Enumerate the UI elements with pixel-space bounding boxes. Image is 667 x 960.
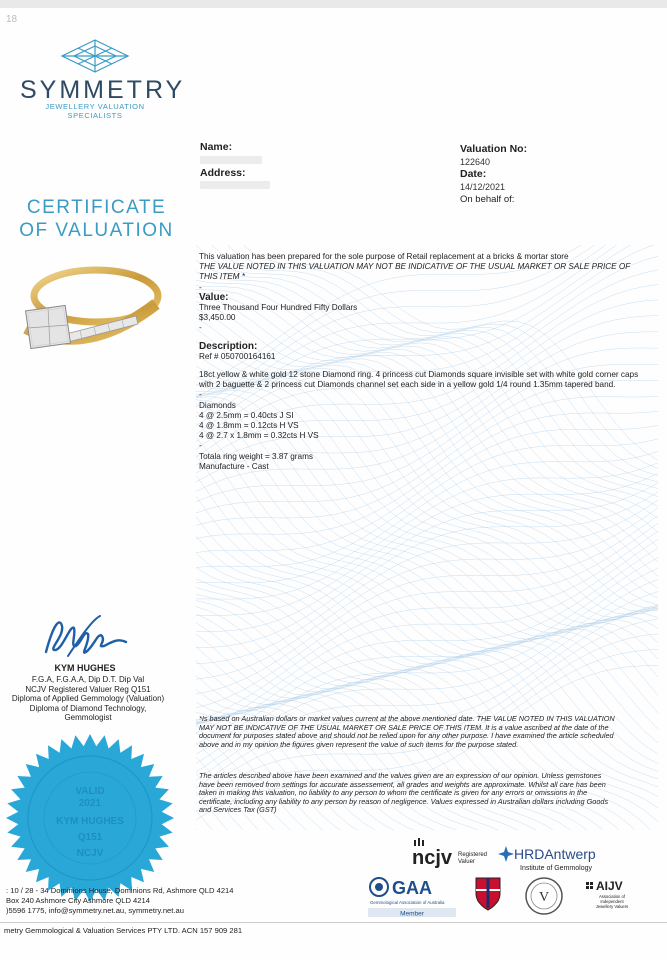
certificate-title-line2: OF VALUATION — [19, 220, 174, 241]
brand-tagline: JEWELLERY VALUATION SPECIALISTS — [45, 102, 145, 120]
credential-line: Diploma of Diamond Technology, — [29, 703, 147, 713]
brand-name: SYMMETRY — [20, 76, 186, 104]
separator-dash: - — [199, 282, 202, 292]
valuation-no: 122640 — [460, 157, 491, 167]
description-title: Description: — [199, 340, 258, 352]
company-footer: metry Gemmological & Valuation Services PTY LTD. ACN 157 909 281 — [4, 926, 243, 935]
separator-dash: - — [199, 323, 202, 333]
seal-line4: Q151 — [77, 832, 103, 843]
guilloche-line — [196, 592, 658, 781]
ncjv-sub1: Registered — [458, 852, 488, 858]
ncjv-sub2: Valuer — [458, 859, 475, 865]
guilloche-line — [196, 829, 658, 830]
gaa-sub: Gemmological Association of Australia — [370, 900, 445, 905]
date-value: 14/12/2021 — [460, 182, 506, 192]
guilloche-line — [196, 539, 658, 733]
seal-line2: 2021 — [78, 798, 102, 809]
valuer-name: KYM HUGHES — [54, 663, 116, 673]
valuation-content — [199, 252, 639, 472]
diamond-line: 4 @ 2.7 x 1.8mm = 0.32cts H VS — [199, 431, 319, 441]
separator-dash: - — [199, 390, 202, 400]
aijv-sub3: Jewellery Valuers — [595, 904, 629, 909]
guilloche-line — [196, 475, 658, 754]
credential-line: NCJV Registered Valuer Reg Q151 — [25, 684, 151, 694]
hrd-text: HRDAntwerp — [514, 846, 596, 862]
gaa-logo-icon — [368, 874, 458, 920]
address-label: Address: — [200, 167, 246, 179]
diamond-line: 4 @ 2.5mm = 0.40cts J SI — [199, 410, 294, 420]
guilloche-line — [196, 523, 658, 708]
ncjv-logo-icon — [412, 836, 502, 870]
reference-number: Ref # 050700164161 — [199, 351, 276, 361]
seal-line5: NCJV — [76, 848, 104, 859]
contact-details: )5596 1775, info@symmetry.net.au, symmetry.net.au — [6, 906, 184, 915]
corner-mark: 18 — [6, 14, 18, 25]
gaa-member: Member — [400, 910, 424, 918]
address-redacted — [200, 181, 270, 189]
credential-line: F.G.A, F.G.A.A, Dip D.T. Dip Val — [31, 675, 145, 684]
valuer-badge-icon — [524, 876, 564, 916]
footer-divider — [0, 922, 667, 923]
seal-line3: KYM HUGHES — [56, 816, 124, 827]
basis-fine-print: *Is based on Australian dollars or market values current at the above mentioned date. THE VALUE NOTED IN THIS VALUATION MAY NOT BE INDICATIVE OF THE USUAL MARKET OR SALE PRICE OF THIS ITEM. It is a value ascribed at the date of the document for purposes stated above and should not be relied upon for any other purpose. I have examined the article scheduled above and in my opinion the figures given represent the value of such items for the purpose stated. — [199, 714, 615, 749]
scan-edge — [0, 0, 667, 8]
examination-fine-print: The articles described above have been examined and the values given are an expression of our opinion. Unless gemstones have been removed from settings for accurate assessement, all grades and weights are approximate. Whilst all care has been taken in making this valuation, no liability to any person to whom the certificate is given for any errors or omissions in the certificate, including any liability to any person by reason of negligence. Values expressed in Australian dollars including Goods and Services Tax (GST) — [199, 771, 609, 815]
gaa-text: GAA — [392, 878, 432, 898]
guilloche-line — [196, 605, 658, 788]
diamonds-title: Diamonds — [199, 400, 236, 410]
symmetry-logo-icon — [60, 38, 130, 74]
value-words: Three Thousand Four Hundred Fifty Dollars — [199, 303, 358, 313]
company-addresses — [6, 886, 234, 916]
purpose-disclaimer: THE VALUE NOTED IN THIS VALUATION MAY NOT BE INDICATIVE OF THE USUAL MARKET OR SALE PRICE OF THIS ITEM * — [199, 262, 631, 282]
street-address: : 10 / 28 - 34 Dominions House, Dominions Rd, Ashmore QLD 4214 — [6, 886, 234, 895]
hrd-sub: Institute of Gemmology — [520, 865, 592, 872]
institute-crest-icon — [468, 874, 508, 914]
hrd-antwerp-logo-icon — [498, 840, 616, 874]
signature-icon — [40, 612, 130, 660]
value-amount: $3,450.00 — [199, 313, 236, 323]
guilloche-line — [196, 553, 658, 787]
aijv-text: AIJV — [596, 879, 623, 893]
credential-line: Gemmologist — [64, 713, 112, 723]
value-title: Value: — [199, 291, 229, 303]
name-redacted — [200, 156, 262, 164]
date-label: Date: — [460, 168, 487, 180]
aijv-logo-icon — [582, 876, 642, 916]
ncjv-seal-icon — [4, 732, 176, 904]
valuer-credentials — [4, 675, 172, 723]
ncjv-text: ncjv — [412, 847, 453, 869]
certificate-title-line1: CERTIFICATE — [26, 197, 167, 218]
manufacture: Manufacture - Cast — [199, 461, 269, 471]
diamond-line: 4 @ 1.8mm = 0.12cts H VS — [199, 421, 299, 431]
seal-line1: VALID — [75, 786, 105, 797]
separator-dash: - — [199, 441, 202, 451]
certificate-title — [14, 196, 179, 242]
ring-weight: Totala ring weight = 3.87 grams — [199, 451, 314, 461]
item-description: 18ct yellow & white gold 12 stone Diamond ring. 4 princess cut Diamonds square invisible set with white gold corner caps with 2 baguette & 2 princess cut Diamonds channel set each side in a yellow gold 1/4 round 1.35mm tapered band. — [199, 370, 639, 390]
ring-photo — [6, 258, 166, 368]
guilloche-line — [196, 483, 658, 632]
purpose-statement: This valuation has been prepared for the sole purpose of Retail replacement at a bricks & mortar store — [199, 252, 569, 261]
name-label: Name: — [200, 141, 233, 153]
aijv-sub2: Independent — [600, 899, 624, 904]
credential-line: Diploma of Applied Gemmology (Valuation) — [11, 694, 165, 704]
on-behalf-label: On behalf of: — [460, 194, 515, 205]
aijv-sub1: Association of — [598, 894, 626, 899]
v-letter: V — [538, 890, 550, 905]
valuation-no-label: Valuation No: — [460, 143, 528, 155]
postal-address: Box 240 Ashmore City Ashmore QLD 4214 — [6, 896, 150, 905]
